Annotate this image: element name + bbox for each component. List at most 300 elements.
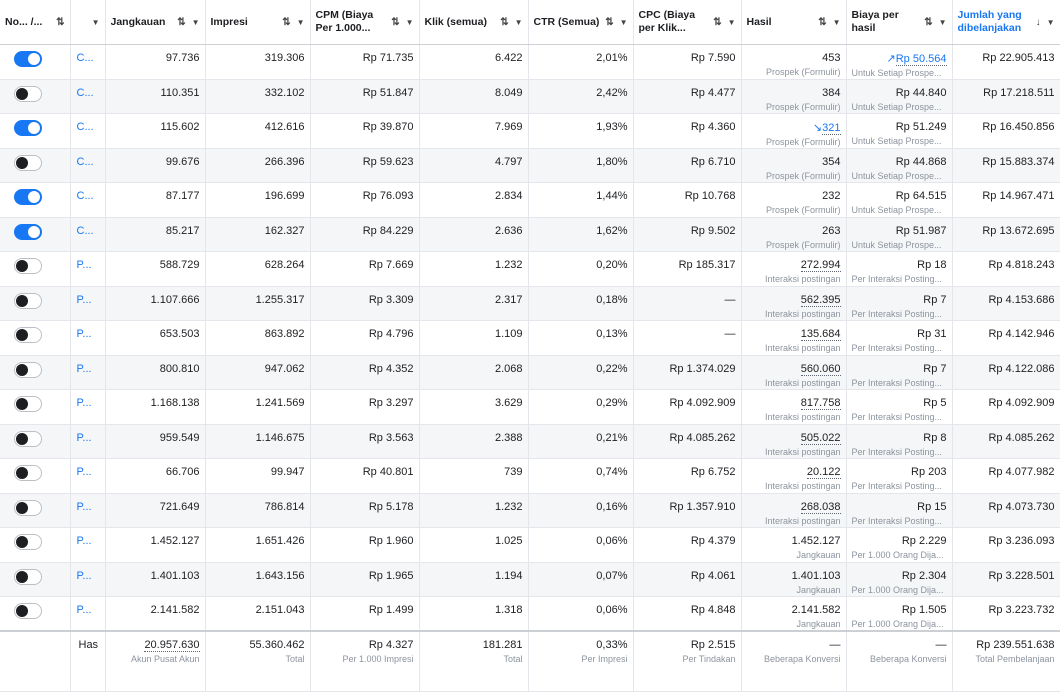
cell-reach: 115.602	[105, 114, 205, 149]
summary-spacer	[0, 631, 70, 692]
delivery-toggle[interactable]	[14, 431, 42, 447]
sort-arrows-icon[interactable]: ⇅	[282, 16, 291, 28]
sort-down-icon[interactable]: ↓	[1035, 16, 1041, 28]
toggle-knob	[16, 295, 28, 307]
toggle-knob	[16, 433, 28, 445]
cell-impressions: 947.062	[205, 355, 310, 390]
result-type: Interaksi postingan	[764, 343, 841, 353]
cell-results	[741, 114, 846, 149]
cell-cpm: Rp 76.093	[310, 183, 419, 218]
header-label: Jangkauan	[110, 15, 166, 28]
cell-clicks: 1.109	[419, 321, 528, 356]
trend-down-icon: ↘	[812, 122, 823, 134]
delivery-toggle[interactable]	[14, 362, 42, 378]
cost-value: Rp 1.505	[901, 604, 947, 616]
cell-reach: 721.649	[105, 493, 205, 528]
toggle-knob	[16, 88, 28, 100]
table-row[interactable]	[0, 45, 1060, 80]
result-value: 453	[822, 52, 841, 64]
cell-reach: 99.676	[105, 148, 205, 183]
result-value[interactable]: 321	[822, 122, 841, 134]
table-row[interactable]	[0, 562, 1060, 597]
result-type: Interaksi postingan	[764, 446, 841, 457]
sort-arrows-icon[interactable]: ⇅	[713, 16, 722, 28]
cell-reach: 1.401.103	[105, 562, 205, 597]
cell-clicks: 2.068	[419, 355, 528, 390]
col-cpm-header[interactable]	[310, 0, 419, 45]
cell-cost-per-result	[846, 424, 952, 459]
toggle-knob	[28, 53, 40, 65]
ad-name-link[interactable]: P...	[70, 286, 105, 321]
cell-amount-spent: Rp 14.967.471	[952, 183, 1060, 218]
col-results-header[interactable]	[741, 0, 846, 45]
cell-amount-spent: Rp 4.122.086	[952, 355, 1060, 390]
sort-arrows-icon[interactable]: ⇅	[56, 16, 65, 28]
cost-type: Per Interaksi Posting...	[851, 377, 943, 388]
cell-results	[741, 562, 846, 597]
cell-impressions: 628.264	[205, 252, 310, 287]
sort-arrows-icon[interactable]: ⇅	[391, 16, 400, 28]
result-type: Prospek (Formulir)	[765, 67, 841, 77]
summary-reach: 20.957.630 Akun Pusat Akun	[105, 631, 205, 692]
summary-cpm: Rp 4.327 Per 1.000 Impresi	[310, 631, 419, 692]
result-type: Interaksi postingan	[764, 308, 841, 319]
cell-cost-per-result	[846, 493, 952, 528]
col-ctr-header[interactable]	[528, 0, 633, 45]
cost-type: Per Interaksi Posting...	[851, 308, 943, 319]
ad-name-link[interactable]: P...	[70, 390, 105, 425]
cell-reach: 588.729	[105, 252, 205, 287]
ad-name-link[interactable]: C...	[70, 183, 105, 218]
result-value: 1.401.103	[791, 569, 841, 582]
table-row[interactable]	[0, 183, 1060, 218]
cell-results	[741, 528, 846, 563]
result-type: Prospek (Formulir)	[765, 137, 841, 147]
cell-ctr: 2,01%	[528, 45, 633, 80]
delivery-toggle[interactable]	[14, 500, 42, 516]
caret-down-icon[interactable]: ▼	[619, 17, 628, 27]
delivery-toggle[interactable]	[14, 155, 42, 171]
cell-cpm: Rp 4.796	[310, 321, 419, 356]
cell-cost-per-result	[846, 45, 952, 80]
table-row[interactable]	[0, 148, 1060, 183]
cell-ctr: 0,21%	[528, 424, 633, 459]
toggle-knob	[16, 364, 28, 376]
delivery-toggle[interactable]	[14, 327, 42, 343]
result-value: 562.395	[800, 293, 841, 306]
cell-ctr: 1,62%	[528, 217, 633, 252]
ad-name-link[interactable]: C...	[70, 45, 105, 80]
header-label: Impresi	[210, 15, 248, 28]
toggle-knob	[16, 502, 28, 514]
delivery-toggle[interactable]	[14, 534, 42, 550]
cell-impressions: 1.255.317	[205, 286, 310, 321]
table-row[interactable]	[0, 286, 1060, 321]
cost-value: Rp 51.249	[895, 121, 947, 133]
cell-clicks: 1.232	[419, 493, 528, 528]
cell-impressions: 319.306	[205, 45, 310, 80]
cell-results	[741, 597, 846, 632]
sort-arrows-icon[interactable]: ⇅	[500, 16, 509, 28]
header-label: No... /...	[5, 15, 43, 28]
toggle-knob	[16, 157, 28, 169]
result-value: 354	[822, 155, 841, 168]
cost-type: Untuk Setiap Prospe...	[851, 136, 942, 146]
toggle-knob	[16, 398, 28, 410]
trend-up-icon: ↗	[886, 53, 896, 65]
caret-down-icon[interactable]: ▼	[1046, 17, 1055, 27]
cell-clicks: 1.232	[419, 252, 528, 287]
cell-cost-per-result	[846, 148, 952, 183]
result-value: 272.994	[800, 259, 841, 271]
ad-name-link[interactable]: P...	[70, 459, 105, 494]
ad-name-link[interactable]: C...	[70, 114, 105, 149]
cell-cost-per-result	[846, 252, 952, 287]
toggle-cell	[0, 562, 70, 597]
toggle-cell	[0, 528, 70, 563]
cell-impressions: 99.947	[205, 459, 310, 494]
toggle-cell	[0, 183, 70, 218]
result-type: Jangkauan	[796, 619, 841, 629]
table-row[interactable]	[0, 321, 1060, 356]
cell-amount-spent: Rp 3.236.093	[952, 528, 1060, 563]
cell-impressions: 2.151.043	[205, 597, 310, 632]
cost-value: Rp 7	[923, 293, 947, 306]
summary-cost-per-result: — Beberapa Konversi	[846, 631, 952, 692]
cell-clicks: 7.969	[419, 114, 528, 149]
cell-results	[741, 148, 846, 183]
cell-clicks: 2.388	[419, 424, 528, 459]
cell-results	[741, 79, 846, 114]
result-type: Prospek (Formulir)	[765, 170, 841, 181]
toggle-cell	[0, 217, 70, 252]
ad-name-link[interactable]: P...	[70, 597, 105, 632]
cell-cpc: Rp 4.360	[633, 114, 741, 149]
cell-cpc: Rp 4.477	[633, 79, 741, 114]
cost-type: Untuk Setiap Prospe...	[851, 239, 942, 250]
cell-reach: 85.217	[105, 217, 205, 252]
summary-impressions: 55.360.462 Total	[205, 631, 310, 692]
cost-value: Rp 31	[917, 328, 947, 340]
cell-amount-spent: Rp 3.228.501	[952, 562, 1060, 597]
cell-reach: 1.452.127	[105, 528, 205, 563]
result-value: 560.060	[800, 362, 841, 375]
caret-down-icon[interactable]: ▼	[405, 17, 414, 27]
header-label: CPC (Biaya per Klik...	[638, 9, 696, 34]
cost-value: Rp 18	[917, 259, 947, 271]
cell-results	[741, 355, 846, 390]
ad-name-link[interactable]: P...	[70, 252, 105, 287]
ad-name-link[interactable]: P...	[70, 424, 105, 459]
toggle-knob	[28, 191, 40, 203]
delivery-toggle[interactable]	[14, 86, 42, 102]
cost-value: Rp 2.304	[901, 569, 947, 582]
cell-amount-spent: Rp 17.218.511	[952, 79, 1060, 114]
cell-cpc: Rp 4.092.909	[633, 390, 741, 425]
toggle-cell	[0, 321, 70, 356]
cell-results	[741, 183, 846, 218]
cell-cpc: Rp 4.061	[633, 562, 741, 597]
cell-clicks: 2.317	[419, 286, 528, 321]
table-row[interactable]	[0, 459, 1060, 494]
cell-clicks: 2.834	[419, 183, 528, 218]
delivery-toggle[interactable]	[14, 396, 42, 412]
cell-ctr: 0,29%	[528, 390, 633, 425]
caret-down-icon[interactable]: ▼	[191, 17, 200, 27]
sort-arrows-icon[interactable]: ⇅	[924, 16, 933, 28]
cell-cost-per-result	[846, 459, 952, 494]
header-label: CPM (Biaya Per 1.000...	[315, 9, 374, 34]
col-clicks-header[interactable]	[419, 0, 528, 45]
ad-name-link[interactable]: P...	[70, 355, 105, 390]
toggle-cell	[0, 286, 70, 321]
cell-amount-spent: Rp 4.142.946	[952, 321, 1060, 356]
cell-cpc: Rp 4.848	[633, 597, 741, 632]
cost-value: Rp 64.515	[895, 190, 947, 202]
cell-cpc: Rp 4.379	[633, 528, 741, 563]
toggle-cell	[0, 597, 70, 632]
cell-clicks: 8.049	[419, 79, 528, 114]
cell-impressions: 1.241.569	[205, 390, 310, 425]
result-value: 505.022	[800, 431, 841, 444]
toggle-cell	[0, 355, 70, 390]
header-label: CTR (Semua)	[533, 15, 600, 28]
cell-impressions: 863.892	[205, 321, 310, 356]
caret-down-icon[interactable]: ▼	[91, 17, 100, 27]
cell-cpc: Rp 4.085.262	[633, 424, 741, 459]
cost-type: Per Interaksi Posting...	[851, 446, 943, 457]
summary-cpc: Rp 2.515 Per Tindakan	[633, 631, 741, 692]
ad-name-link[interactable]: P...	[70, 562, 105, 597]
toggle-knob	[16, 536, 28, 548]
cell-cost-per-result	[846, 183, 952, 218]
caret-down-icon[interactable]: ▼	[514, 17, 523, 27]
cell-ctr: 0,18%	[528, 286, 633, 321]
toggle-knob	[16, 605, 28, 617]
cell-impressions: 332.102	[205, 79, 310, 114]
col-reach-header[interactable]	[105, 0, 205, 45]
table-row[interactable]	[0, 79, 1060, 114]
cell-ctr: 0,16%	[528, 493, 633, 528]
result-value: 384	[822, 86, 841, 99]
ad-name-link[interactable]: P...	[70, 493, 105, 528]
cost-type: Per Interaksi Posting...	[851, 515, 943, 526]
cost-type: Per 1.000 Orang Dija...	[851, 584, 944, 595]
cost-type: Untuk Setiap Prospe...	[851, 68, 942, 78]
col-amount-spent-header[interactable]	[952, 0, 1060, 45]
cell-cpc: Rp 6.710	[633, 148, 741, 183]
table-row[interactable]	[0, 390, 1060, 425]
delivery-toggle[interactable]	[14, 120, 42, 136]
cell-reach: 959.549	[105, 424, 205, 459]
cell-cost-per-result	[846, 355, 952, 390]
cell-cost-per-result	[846, 79, 952, 114]
header-row	[0, 0, 1060, 45]
col-cost-per-result-header[interactable]	[846, 0, 952, 45]
cell-cpc: Rp 1.374.029	[633, 355, 741, 390]
delivery-toggle[interactable]	[14, 293, 42, 309]
delivery-toggle[interactable]	[14, 189, 42, 205]
cell-ctr: 0,06%	[528, 528, 633, 563]
cell-reach: 87.177	[105, 183, 205, 218]
toggle-knob	[16, 260, 28, 272]
cell-results	[741, 321, 846, 356]
delivery-toggle[interactable]	[14, 224, 42, 240]
cell-cpm: Rp 1.499	[310, 597, 419, 632]
table-row[interactable]	[0, 528, 1060, 563]
result-value: 817.758	[800, 397, 841, 409]
cell-impressions: 1.146.675	[205, 424, 310, 459]
cell-amount-spent: Rp 4.153.686	[952, 286, 1060, 321]
result-type: Prospek (Formulir)	[765, 205, 841, 215]
cell-impressions: 162.327	[205, 217, 310, 252]
cell-cpm: Rp 5.178	[310, 493, 419, 528]
cell-ctr: 1,93%	[528, 114, 633, 149]
cell-cost-per-result	[846, 321, 952, 356]
cost-value: Rp 8	[923, 431, 947, 444]
caret-down-icon[interactable]: ▼	[832, 17, 841, 27]
cell-cpm: Rp 3.309	[310, 286, 419, 321]
cost-type: Untuk Setiap Prospe...	[851, 205, 942, 215]
summary-row	[0, 631, 1060, 692]
cell-results	[741, 286, 846, 321]
toggle-cell	[0, 424, 70, 459]
ad-name-link[interactable]: P...	[70, 528, 105, 563]
result-value: 2.141.582	[791, 604, 841, 616]
cell-reach: 2.141.582	[105, 597, 205, 632]
table-row[interactable]	[0, 252, 1060, 287]
toggle-cell	[0, 493, 70, 528]
cell-cpm: Rp 7.669	[310, 252, 419, 287]
cell-amount-spent: Rp 4.073.730	[952, 493, 1060, 528]
cell-results	[741, 252, 846, 287]
header-label: Klik (semua)	[424, 15, 487, 28]
cell-ctr: 0,20%	[528, 252, 633, 287]
cost-type: Per 1.000 Orang Dija...	[851, 619, 944, 629]
result-type: Prospek (Formulir)	[765, 239, 841, 250]
col-blank-header[interactable]	[70, 0, 105, 45]
table-row[interactable]	[0, 114, 1060, 149]
toggle-cell	[0, 114, 70, 149]
cell-impressions: 1.651.426	[205, 528, 310, 563]
cost-value: Rp 51.987	[895, 224, 947, 237]
cell-cpm: Rp 1.965	[310, 562, 419, 597]
cell-ctr: 1,44%	[528, 183, 633, 218]
sort-arrows-icon[interactable]: ⇅	[177, 16, 186, 28]
summary-amount-spent: Rp 239.551.638 Total Pembelanjaan	[952, 631, 1060, 692]
cell-cpm: Rp 84.229	[310, 217, 419, 252]
cell-clicks: 6.422	[419, 45, 528, 80]
cost-value: Rp 15	[917, 500, 947, 513]
cell-clicks: 739	[419, 459, 528, 494]
cell-cost-per-result	[846, 217, 952, 252]
caret-down-icon[interactable]: ▼	[296, 17, 305, 27]
cell-reach: 653.503	[105, 321, 205, 356]
cell-reach: 66.706	[105, 459, 205, 494]
ad-name-link[interactable]: C...	[70, 79, 105, 114]
cost-type: Untuk Setiap Prospe...	[851, 101, 942, 112]
table-row[interactable]	[0, 355, 1060, 390]
table-row[interactable]	[0, 217, 1060, 252]
cell-clicks: 1.318	[419, 597, 528, 632]
cell-ctr: 0,07%	[528, 562, 633, 597]
cost-value[interactable]: Rp 50.564	[895, 53, 947, 65]
toggle-cell	[0, 79, 70, 114]
toggle-knob	[28, 226, 40, 238]
col-impressions-header[interactable]	[205, 0, 310, 45]
cell-cpc: Rp 6.752	[633, 459, 741, 494]
result-type: Jangkauan	[796, 550, 841, 560]
toggle-cell	[0, 459, 70, 494]
caret-down-icon[interactable]: ▼	[938, 17, 947, 27]
cell-impressions: 412.616	[205, 114, 310, 149]
toggle-knob	[16, 329, 28, 341]
cell-clicks: 3.629	[419, 390, 528, 425]
delivery-toggle[interactable]	[14, 603, 42, 619]
result-value: 232	[822, 190, 841, 202]
cell-clicks: 1.025	[419, 528, 528, 563]
delivery-toggle[interactable]	[14, 569, 42, 585]
ad-name-link[interactable]: C...	[70, 148, 105, 183]
cell-results	[741, 217, 846, 252]
cell-cpc: —	[633, 321, 741, 356]
table-row[interactable]	[0, 597, 1060, 632]
delivery-toggle[interactable]	[14, 258, 42, 274]
cell-impressions: 786.814	[205, 493, 310, 528]
toggle-cell	[0, 148, 70, 183]
table-row[interactable]	[0, 493, 1060, 528]
cell-cpm: Rp 3.297	[310, 390, 419, 425]
cell-ctr: 0,74%	[528, 459, 633, 494]
delivery-toggle[interactable]	[14, 51, 42, 67]
cell-impressions: 196.699	[205, 183, 310, 218]
col-name-header[interactable]	[0, 0, 70, 45]
ad-name-link[interactable]: P...	[70, 321, 105, 356]
cell-amount-spent: Rp 15.883.374	[952, 148, 1060, 183]
cell-ctr: 1,80%	[528, 148, 633, 183]
summary-results: — Beberapa Konversi	[741, 631, 846, 692]
cell-reach: 1.168.138	[105, 390, 205, 425]
caret-down-icon[interactable]: ▼	[727, 17, 736, 27]
result-type: Jangkauan	[796, 584, 841, 595]
cell-amount-spent: Rp 4.092.909	[952, 390, 1060, 425]
cell-cpm: Rp 51.847	[310, 79, 419, 114]
cost-type: Per 1.000 Orang Dija...	[851, 550, 944, 560]
cell-reach: 110.351	[105, 79, 205, 114]
sort-arrows-icon[interactable]: ⇅	[818, 16, 827, 28]
cell-cpc: —	[633, 286, 741, 321]
summary-label: Has	[70, 631, 105, 692]
cell-results	[741, 424, 846, 459]
cell-cost-per-result	[846, 390, 952, 425]
table-row[interactable]	[0, 424, 1060, 459]
cost-value: Rp 44.868	[895, 155, 947, 168]
cost-value: Rp 7	[923, 362, 947, 375]
header-label: Biaya per hasil	[851, 9, 899, 34]
cell-reach: 800.810	[105, 355, 205, 390]
sort-arrows-icon[interactable]: ⇅	[605, 16, 614, 28]
cost-type: Per Interaksi Posting...	[851, 412, 943, 422]
col-cpc-header[interactable]	[633, 0, 741, 45]
summary-ctr: 0,33% Per Impresi	[528, 631, 633, 692]
cell-cpc: Rp 185.317	[633, 252, 741, 287]
cell-cpm: Rp 71.735	[310, 45, 419, 80]
delivery-toggle[interactable]	[14, 465, 42, 481]
cost-value: Rp 5	[923, 397, 947, 409]
result-value: 135.684	[800, 328, 841, 340]
toggle-cell	[0, 252, 70, 287]
ad-name-link[interactable]: C...	[70, 217, 105, 252]
